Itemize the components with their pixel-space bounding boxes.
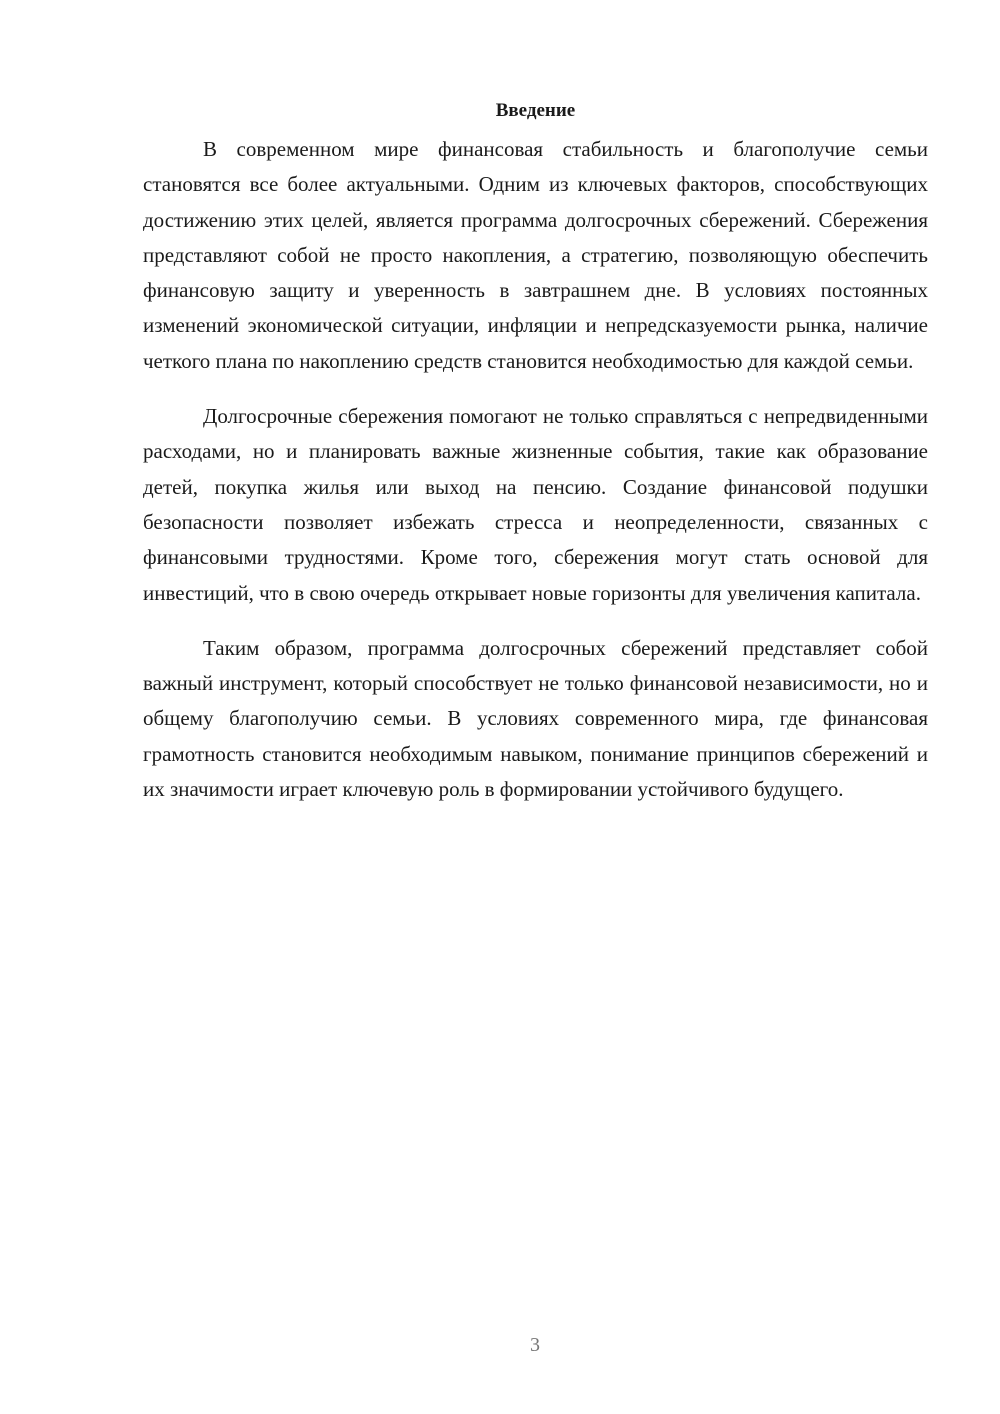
page-number: 3 xyxy=(530,1334,540,1356)
paragraph-3: Таким образом, программа долгосрочных сбережений представляет собой важный инструмент, который способствует не только финансовой независимости, но и общему благополучию семьи. В условиях современного мира, где финансовая грамотность становится необходимым навыком, понимание принципов сбережений и их значимости играет ключевую роль в формировании устойчивого будущего. xyxy=(143,635,928,802)
page-content xyxy=(143,96,928,827)
paragraph-2: Долгосрочные сбережения помогают не только справляться с непредвиденными расходами, но и планировать важные жизненные события, такие как образование детей, покупка жилья или выход на пенсию. Создание финансовой подушки безопасности позволяет избежать стресса и неопределенности, связанных с финансовыми трудностями. Кроме того, сбережения могут стать основой для инвестиций, что в свою очередь открывает новые горизонты для увеличения капитала. xyxy=(143,404,928,605)
section-title: Введение xyxy=(495,100,576,121)
paragraph-1: В современном мире финансовая стабильность и благополучие семьи становятся все более актуальными. Одним из ключевых факторов, способствующих достижению этих целей, является программа долгосрочных сбережений. Сбережения представляют собой не просто накопления, а стратегию, позволяющую обеспечить финансовую защиту и уверенность в завтрашнем дне. В условиях постоянных изменений экономической ситуации, инфляции и непредсказуемости рынка, наличие четкого плана по накоплению средств становится необходимостью для каждой семьи. xyxy=(143,137,928,373)
